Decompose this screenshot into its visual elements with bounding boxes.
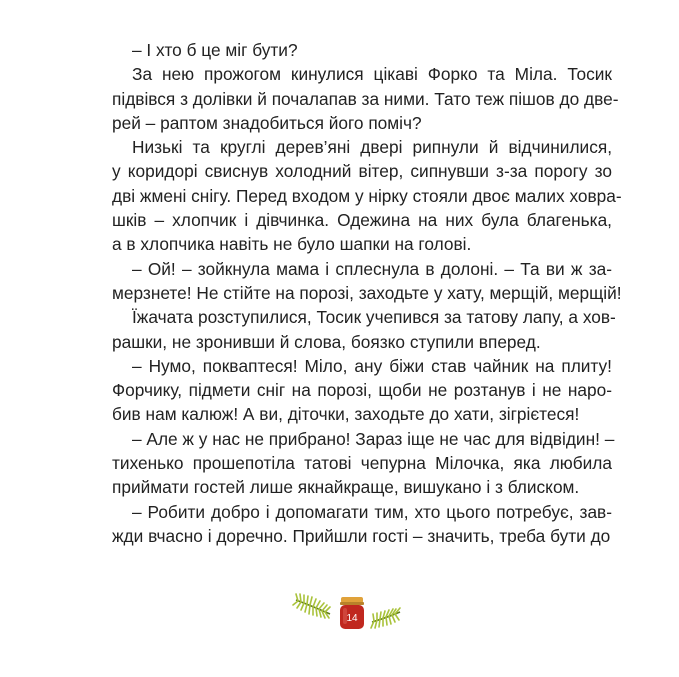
jam-jar-icon: [340, 597, 364, 629]
text-line: мерзнете! Не стійте на порозі, заходьте у хату, мерщій, мерщій!: [112, 282, 622, 303]
text-line: рей – раптом знадобиться його поміч?: [112, 112, 422, 133]
paragraph: [112, 354, 612, 427]
paragraph: [112, 305, 616, 354]
text-line: у коридорі свиснув холодний вітер, сипнувши з-за порогу зо: [112, 161, 612, 182]
text-line: бив нам калюж! А ви, діточки, заходьте до хати, зігрієтеся!: [112, 404, 580, 425]
pine-branch-icon: [293, 594, 330, 618]
paragraph: [112, 135, 622, 256]
paragraph: [112, 62, 619, 135]
text-line: За нею прожогом кинулися цікаві Форко та Міла. Тосик: [132, 64, 612, 85]
text-line: шків – хлопчик і дівчинка. Одежина на них була благенька,: [112, 210, 612, 231]
page-footer: [0, 588, 679, 648]
footer-decoration: [0, 588, 679, 648]
text-line: – І хто б це міг бути?: [132, 40, 298, 60]
text-line: дві жмені снігу. Перед входом у нірку стояли двоє малих ховра-: [112, 185, 622, 206]
text-line: – Ой! – зойкнула мама і сплеснула в долоні. – Та ви ж за-: [132, 258, 612, 279]
paragraph: [112, 500, 612, 549]
page-number: 14: [346, 613, 358, 624]
story-text: [112, 38, 622, 548]
text-line: рашки, не зронивши й слова, боязко ступили вперед.: [112, 331, 541, 352]
text-line: приймати гостей лише якнайкраще, вишукано і з блиском.: [112, 477, 580, 498]
text-line: підвівся з долівки й почалапав за ними. Тато теж пішов до две-: [112, 88, 619, 109]
text-line: Низькі та круглі дерев’яні двері рипнули й відчинилися,: [132, 137, 612, 158]
paragraph: [112, 257, 622, 306]
text-line: Їжачата розступилися, Тосик учепився за татову лапу, а хов-: [132, 307, 616, 328]
paragraph: [112, 38, 612, 62]
text-line: а в хлопчика навіть не було шапки на голові.: [112, 234, 472, 255]
text-line: – Але ж у нас не прибрано! Зараз іще не час для відвідин! –: [132, 428, 615, 449]
text-line: жди вчасно і доречно. Прийшли гості – значить, треба бути до: [112, 525, 611, 546]
text-line: Форчику, підмети сніг на порозі, щоби не розтанув і не наро-: [112, 380, 612, 401]
text-line: – Робити добро і допомагати тим, хто цього потребує, зав-: [132, 501, 612, 522]
pine-branch-icon: [371, 608, 400, 628]
paragraph: [112, 427, 615, 500]
text-line: – Нумо, поквaптеся! Міло, ану біжи став чайник на плиту!: [132, 355, 612, 376]
text-line: тихенько прошепотіла татові чепурна Мілочка, яка любила: [112, 453, 612, 474]
